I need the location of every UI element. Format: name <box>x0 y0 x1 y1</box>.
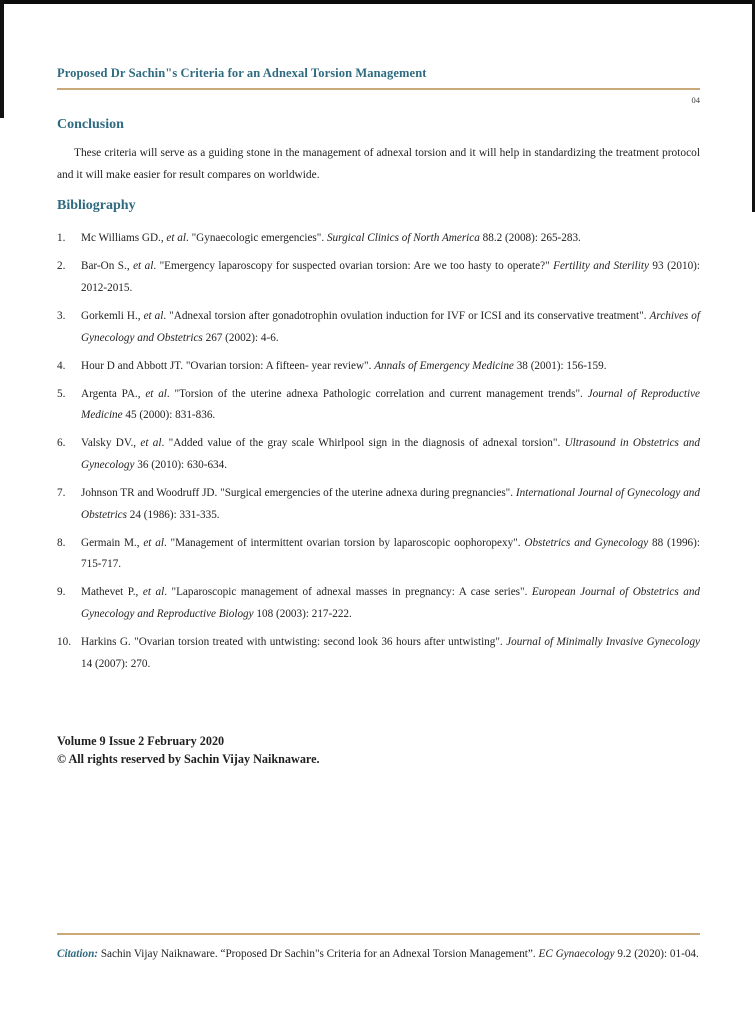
reference-text <box>81 228 700 250</box>
italic-text: European Journal of Obstetrics and Gynecology and Reproductive Biology <box>81 586 701 621</box>
plain-text: 24 (1986): 331-335. <box>127 508 220 521</box>
reference-item <box>57 632 700 676</box>
plain-text: Johnson TR and Woodruff JD. "Surgical emergencies of the uterine adnexa during pregnancies". <box>81 486 516 499</box>
plain-text: . "Management of intermittent ovarian torsion by laparoscopic oophoropexy". <box>163 536 525 549</box>
page-number: 04 <box>691 95 700 105</box>
italic-text: et al <box>145 387 167 400</box>
reference-number: 7. <box>57 486 66 499</box>
bibliography-heading: Bibliography <box>57 198 136 214</box>
copyright-line: © All rights reserved by Sachin Vijay Naiknaware. <box>57 751 320 766</box>
citation-footer <box>57 933 700 965</box>
reference-item <box>57 533 700 577</box>
reference-item <box>57 256 700 300</box>
italic-text: et al <box>142 586 165 599</box>
italic-text: Obstetrics and Gynecology <box>524 536 649 549</box>
issue-info <box>57 732 700 769</box>
plain-text: Hour D and Abbott JT. "Ovarian torsion: A fifteen- year review". <box>81 359 375 372</box>
plain-text: . "Laparoscopic management of adnexal masses in pregnancy: A case series". <box>164 586 532 599</box>
reference-text <box>81 384 700 428</box>
reference-item <box>57 228 700 250</box>
plain-text: . "Gynaecologic emergencies". <box>186 232 327 245</box>
italic-text: Surgical Clinics of North America <box>326 232 480 245</box>
italic-text: Annals of Emergency Medicine <box>374 359 514 372</box>
reference-item <box>57 384 700 428</box>
plain-text: 14 (2007): 270. <box>81 657 151 670</box>
plain-text: . "Torsion of the uterine adnexa Pathologic correlation and current management trends". <box>166 387 588 400</box>
plain-text: 108 (2003): 217-222. <box>253 608 352 621</box>
running-head-title: Proposed Dr Sachin"s Criteria for an Adnexal Torsion Management <box>57 66 427 80</box>
plain-text: Argenta PA., <box>81 387 146 400</box>
citation-text <box>98 948 699 960</box>
reference-number: 3. <box>57 310 66 322</box>
italic-text: International Journal of Gynecology and Obstetrics <box>81 486 700 521</box>
italic-text: et al <box>140 437 162 450</box>
plain-text: 38 (2001): 156-159. <box>513 359 607 372</box>
conclusion-heading: Conclusion <box>57 117 124 132</box>
italic-text: et al <box>143 536 164 549</box>
plain-text: . "Emergency laparoscopy for suspected ovarian torsion: Are we too hasty to operate?" <box>153 260 554 273</box>
italic-text: EC Gynaecology <box>538 948 615 960</box>
plain-text: Gorkemli H., <box>81 310 144 322</box>
italic-text: Journal of Reproductive Medicine <box>81 387 701 422</box>
volume-issue-line: Volume 9 Issue 2 February 2020 <box>57 733 225 748</box>
reference-text <box>81 483 700 527</box>
plain-text: 88 (1996): 715-717. <box>81 536 700 571</box>
italic-text: Archives of Gynecology and Obstetrics <box>81 310 700 344</box>
plain-text: 88.2 (2008): 265-283. <box>479 232 581 245</box>
plain-text: Sachin Vijay Naiknaware. “Proposed Dr Sachin"s Criteria for an Adnexal Torsion Management”. <box>98 948 539 960</box>
scan-edge-top <box>0 0 755 4</box>
italic-text: et al <box>133 260 154 273</box>
italic-text: Journal of Minimally Invasive Gynecology <box>506 635 701 648</box>
reference-number: 9. <box>57 586 66 599</box>
conclusion-paragraph: These criteria will serve as a guiding stone in the management of adnexal torsion and it will help in standardizing the treatment protocol and it will make easier for result compares on worldwide. <box>57 147 700 182</box>
scan-edge-left <box>0 0 4 118</box>
italic-text: Ultrasound in Obstetrics and Gynecology <box>81 437 700 472</box>
plain-text: Germain M., <box>81 536 144 549</box>
plain-text: Bar-On S., <box>81 260 134 273</box>
reference-number: 6. <box>57 437 66 450</box>
reference-item <box>57 306 700 350</box>
plain-text: . "Added value of the gray scale Whirlpool sign in the diagnosis of adnexal torsion". <box>161 437 565 450</box>
reference-text <box>81 533 700 577</box>
reference-text <box>81 433 700 477</box>
plain-text: 9.2 (2020): 01-04. <box>614 948 699 960</box>
reference-number: 4. <box>57 359 66 372</box>
reference-item <box>57 483 700 527</box>
plain-text: Mathevet P., <box>81 586 143 599</box>
plain-text: Valsky DV., <box>81 437 141 450</box>
italic-text: et al <box>166 232 186 245</box>
reference-number: 1. <box>57 232 66 245</box>
plain-text: 267 (2002): 4-6. <box>202 331 279 344</box>
header-rule <box>57 88 700 90</box>
reference-list <box>57 228 700 675</box>
citation-label: Citation: <box>57 948 99 960</box>
italic-text: Fertility and Sterility <box>553 260 649 273</box>
plain-text: 93 (2010): 2012-2015. <box>81 260 700 295</box>
reference-text <box>81 582 700 626</box>
reference-number: 5. <box>57 387 66 400</box>
plain-text: . "Adnexal torsion after gonadotrophin ovulation induction for IVF or ICSI and its conservative treatment". <box>163 310 650 322</box>
reference-text <box>81 256 700 300</box>
plain-text: 36 (2010): 630-634. <box>134 459 228 472</box>
plain-text: Mc Williams GD., <box>81 232 167 245</box>
reference-number: 8. <box>57 536 66 549</box>
reference-text <box>81 632 700 676</box>
italic-text: et al <box>143 310 164 322</box>
plain-text: 45 (2000): 831-836. <box>122 409 216 422</box>
reference-item <box>57 582 700 626</box>
reference-item <box>57 356 700 378</box>
reference-item <box>57 433 700 477</box>
reference-text <box>81 356 700 378</box>
reference-number: 2. <box>57 260 66 273</box>
reference-number: 10. <box>57 635 71 648</box>
reference-text <box>81 306 700 350</box>
plain-text: Harkins G. "Ovarian torsion treated with untwisting: second look 36 hours after untwisting". <box>81 635 507 648</box>
